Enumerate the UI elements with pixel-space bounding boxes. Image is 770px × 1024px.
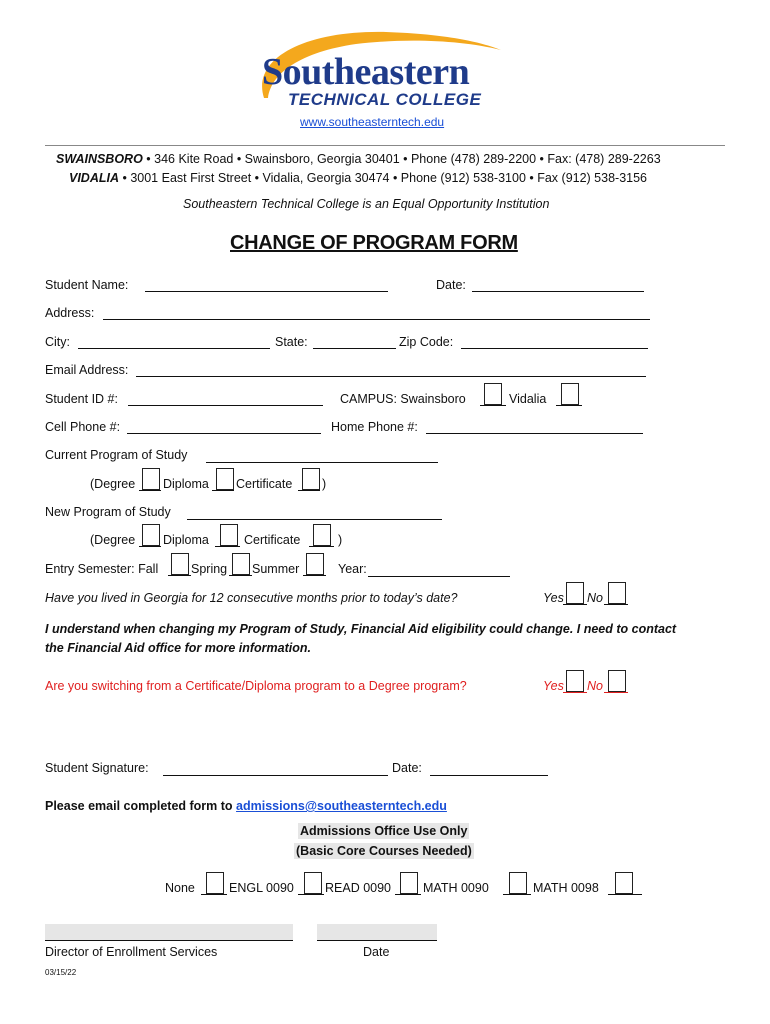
switch-question: Are you switching from a Certificate/Diploma program to a Degree program? [45,679,467,693]
zip-label: Zip Code: [399,335,454,349]
current-program-label: Current Program of Study [45,448,188,462]
director-date-field[interactable] [317,924,437,941]
new-certificate-underline [309,546,334,547]
state-label: State: [275,335,308,349]
student-name-field[interactable] [145,291,388,292]
georgia-yes-underline [563,604,587,605]
new-close-paren: ) [338,533,343,547]
new-program-field[interactable] [187,519,442,520]
current-degree-underline [139,490,161,491]
read-checkbox[interactable] [400,872,418,894]
cell-phone-field[interactable] [127,433,321,434]
financial-aid-notice-line1: I understand when changing my Program of Study, Financial Aid eligibility could change. I need to contact [45,622,677,636]
director-signature-field[interactable] [45,924,293,941]
header-divider [45,145,725,146]
new-diploma-label: Diploma [163,533,209,547]
current-close-paren: ) [322,477,327,491]
summer-label: Summer [252,562,300,576]
georgia-no-label: No [587,591,603,605]
georgia-no-checkbox[interactable] [608,582,626,604]
none-underline [201,894,227,895]
read-label: READ 0090 [325,881,392,895]
math0090-label: MATH 0090 [423,881,489,895]
new-program-label: New Program of Study [45,505,171,519]
student-signature-label: Student Signature: [45,761,149,775]
date-label: Date: [436,278,466,292]
georgia-yes-label: Yes [543,591,564,605]
year-label: Year: [338,562,367,576]
email-label: Email Address: [45,363,129,377]
website-link[interactable]: www.southeasterntech.edu [300,115,445,129]
new-certificate-label: Certificate [244,533,301,547]
vidalia-label: Vidalia [509,392,547,406]
current-certificate-checkbox[interactable] [302,468,320,490]
office-use-heading: Admissions Office Use Only [300,824,468,838]
switch-no-checkbox[interactable] [608,670,626,692]
current-diploma-label: Diploma [163,477,209,491]
new-diploma-checkbox[interactable] [220,524,238,546]
summer-checkbox[interactable] [306,553,324,575]
signature-date-label: Date: [392,761,422,775]
student-id-field[interactable] [128,405,323,406]
none-checkbox[interactable] [206,872,224,894]
admissions-email-link[interactable]: admissions@southeasterntech.edu [236,799,447,813]
current-diploma-underline [212,490,234,491]
math0098-checkbox[interactable] [615,872,633,894]
math0090-underline [503,894,531,895]
swainsboro-checkbox[interactable] [484,383,502,405]
summer-underline [303,575,326,576]
student-id-label: Student ID #: [45,392,118,406]
home-phone-field[interactable] [426,433,643,434]
georgia-yes-checkbox[interactable] [566,582,584,604]
financial-aid-notice-line2: the Financial Aid office for more information. [45,641,311,655]
engl-underline [298,894,324,895]
entry-semester-label: Entry Semester: Fall [45,562,159,576]
math0098-label: MATH 0098 [533,881,599,895]
georgia-question: Have you lived in Georgia for 12 consecutive months prior to today’s date? [45,591,458,605]
director-date-label: Date [363,945,390,959]
new-diploma-underline [215,546,240,547]
current-certificate-underline [298,490,320,491]
read-underline [395,894,421,895]
revision-date: 03/15/22 [45,968,77,977]
address-label: Address: [45,306,95,320]
current-degree-checkbox[interactable] [142,468,160,490]
engl-checkbox[interactable] [304,872,322,894]
spring-checkbox[interactable] [232,553,250,575]
student-name-label: Student Name: [45,278,129,292]
vidalia-checkbox[interactable] [561,383,579,405]
zip-field[interactable] [461,348,648,349]
current-certificate-label: Certificate [236,477,293,491]
swainsboro-underline [480,405,506,406]
current-diploma-checkbox[interactable] [216,468,234,490]
student-signature-field[interactable] [163,775,388,776]
swainsboro-address: SWAINSBORO • 346 Kite Road • Swainsboro, Georgia 30401 • Phone (478) 289-2200 • Fax: (478) 289-2263 [56,152,661,166]
current-degree-label: (Degree [90,477,136,491]
new-degree-underline [139,546,161,547]
new-degree-checkbox[interactable] [142,524,160,546]
switch-yes-underline [563,692,587,693]
vidalia-underline [556,405,582,406]
email-field[interactable] [136,376,646,377]
switch-yes-checkbox[interactable] [566,670,584,692]
state-field[interactable] [313,348,396,349]
eeo-statement: Southeastern Technical College is an Equal Opportunity Institution [183,197,550,211]
director-label: Director of Enrollment Services [45,945,218,959]
year-field[interactable] [368,576,510,577]
form-title: CHANGE OF PROGRAM FORM [230,232,518,254]
spring-underline [229,575,252,576]
logo-text-bottom: TECHNICAL COLLEGE [288,90,482,109]
engl-label: ENGL 0090 [229,881,294,895]
email-instruction: Please email completed form to admissions@southeasterntech.edu [45,799,447,813]
switch-yes-label: Yes [543,679,564,693]
switch-no-label: No [587,679,603,693]
date-field[interactable] [472,291,644,292]
math0098-underline [608,894,642,895]
current-program-field[interactable] [206,462,438,463]
signature-date-field[interactable] [430,775,548,776]
address-field[interactable] [103,319,650,320]
home-phone-label: Home Phone #: [331,420,418,434]
georgia-no-underline [604,604,628,605]
logo-text-top: Southeastern [262,51,470,93]
fall-underline [168,575,191,576]
switch-no-underline [604,692,628,693]
vidalia-address: VIDALIA • 3001 East First Street • Vidalia, Georgia 30474 • Phone (912) 538-3100 • Fax (912) 538-3156 [69,171,648,185]
new-certificate-checkbox[interactable] [313,524,331,546]
new-degree-label: (Degree [90,533,136,547]
math0090-checkbox[interactable] [509,872,527,894]
fall-checkbox[interactable] [171,553,189,575]
city-field[interactable] [78,348,270,349]
cell-phone-label: Cell Phone #: [45,420,121,434]
spring-label: Spring [191,562,228,576]
campus-label: CAMPUS: Swainsboro [340,392,466,406]
none-label: None [165,881,195,895]
office-use-subheading: (Basic Core Courses Needed) [296,844,472,858]
city-label: City: [45,335,70,349]
